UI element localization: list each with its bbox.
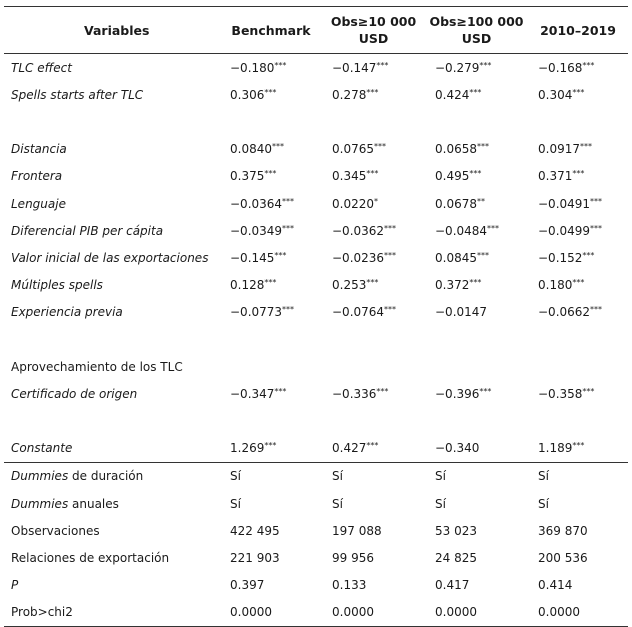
stat-cell: 53 023 [435,523,477,538]
coef-cell: −0.396*** [435,386,492,401]
stat-cell: 0.0000 [425,599,528,627]
regression-table [4,6,628,627]
row-label: TLC effect [11,60,72,75]
header-obs-10k: Obs≥10 000 USD [322,7,425,54]
stat-cell: 24 825 [435,550,477,565]
stat-cell: Sí [220,462,322,490]
coef-cell: −0.0491*** [538,196,603,211]
coef-cell: −0.145*** [230,250,287,265]
stat-cell: 422 495 [230,523,280,538]
coef-cell: 0.306*** [230,87,277,102]
coef-cell: −0.0484*** [435,223,500,238]
coef-cell: 0.424*** [435,87,482,102]
stat-cell: 0.0000 [220,599,322,627]
coef-cell: 0.371*** [538,169,585,184]
stat-cell: 200 536 [538,550,588,565]
row-label: P [11,578,19,593]
table-row [4,544,628,571]
stat-cell: Sí [435,496,446,511]
table-row [4,54,628,82]
table-header [4,7,628,54]
stat-cell: 221 903 [230,550,280,565]
coef-cell: −0.336*** [332,386,389,401]
stat-cell: Sí [322,462,425,490]
stat-cell: 0.133 [332,578,367,593]
table-row [4,599,628,627]
coef-cell: 0.0765*** [332,142,386,157]
stat-cell: Sí [425,462,528,490]
row-label: Spells starts after TLC [11,87,144,102]
row-label: Frontera [11,169,63,184]
coef-cell: 0.0678** [435,196,485,211]
stat-cell: 0.397 [230,578,265,593]
coef-cell: −0.0364*** [230,196,295,211]
stat-cell: Sí [230,496,241,511]
coef-cell: −0.168*** [538,60,595,75]
row-label: Dummies anuales [11,496,119,511]
coef-cell: 0.304*** [538,87,585,102]
coef-cell: 0.0917*** [538,142,592,157]
coef-cell: 0.0658*** [435,142,489,157]
coef-cell: −0.0499*** [538,223,603,238]
header-2010-2019: 2010–2019 [528,7,628,54]
header-benchmark: Benchmark [220,7,322,54]
stat-cell: Sí [538,496,549,511]
row-label: Diferencial PIB per cápita [11,223,164,238]
spacer-row [4,326,628,353]
coef-cell: −0.147*** [332,60,389,75]
coef-cell: 0.0220* [332,196,378,211]
stat-cell: 0.0000 [528,599,628,627]
table-row [4,435,628,463]
table-row [4,244,628,271]
row-label: Constante [11,441,73,456]
row-label: Lenguaje [11,196,66,211]
coef-cell: −0.0236*** [332,250,397,265]
coef-cell: 0.345*** [332,169,379,184]
table-row [4,572,628,599]
table-row [4,217,628,244]
table-row [4,272,628,299]
row-label: Distancia [11,142,67,157]
coef-cell: 0.0845*** [435,250,489,265]
table-row [4,299,628,326]
row-label: Valor inicial de las exportaciones [11,250,209,265]
coef-cell: 0.427*** [332,441,379,456]
table-row [4,163,628,190]
table-row [4,136,628,163]
coef-cell: 0.372*** [435,278,482,293]
section-heading: Aprovechamiento de los TLC [11,359,183,374]
coef-cell: 0.0840*** [230,142,284,157]
coef-cell: 0.495*** [435,169,482,184]
coef-cell: −0.279*** [435,60,492,75]
coef-cell: −0.152*** [538,250,595,265]
row-label: Prob>chi2 [4,599,220,627]
header-obs-100k: Obs≥100 000 USD [425,7,528,54]
row-label: Certificado de origen [11,386,138,401]
stat-cell: 0.0000 [322,599,425,627]
spacer-row [4,108,628,135]
coef-cell: 0.375*** [230,169,277,184]
coef-cell: 1.189*** [538,441,585,456]
row-label: Experiencia previa [11,305,123,320]
table-row [4,81,628,108]
header-variables: Variables [4,7,220,54]
coef-cell: −0.0764*** [332,305,397,320]
stat-cell: 197 088 [332,523,382,538]
coef-cell: −0.0773*** [230,305,295,320]
coef-cell: 0.253*** [332,278,379,293]
section-heading-row [4,353,628,380]
coef-cell: 0.180*** [538,278,585,293]
coef-cell: −0.347*** [230,386,287,401]
stat-cell: Sí [332,496,343,511]
coef-cell: 0.128*** [230,278,277,293]
row-label: Múltiples spells [11,278,103,293]
stat-cell: 99 956 [332,550,374,565]
coef-cell: −0.0147 [435,305,488,320]
spacer-row [4,407,628,434]
table-row [4,490,628,517]
stat-cell: 369 870 [538,523,588,538]
stat-cell: 0.417 [435,578,470,593]
coef-cell: −0.180*** [230,60,287,75]
coef-cell: −0.0362*** [332,223,397,238]
table-row [4,462,628,490]
table-row [4,190,628,217]
table-row [4,517,628,544]
stat-cell: 0.414 [538,578,573,593]
coef-cell: 0.278*** [332,87,379,102]
coef-cell: 1.269*** [230,441,277,456]
stat-cell: Sí [528,462,628,490]
coef-cell: −0.358*** [538,386,595,401]
coef-cell: −0.340 [435,441,480,456]
table-row [4,380,628,407]
row-label: Dummies de duración [4,462,220,490]
row-label: Observaciones [11,523,100,538]
coef-cell: −0.0662*** [538,305,603,320]
coef-cell: −0.0349*** [230,223,295,238]
row-label: Relaciones de exportación [11,550,170,565]
